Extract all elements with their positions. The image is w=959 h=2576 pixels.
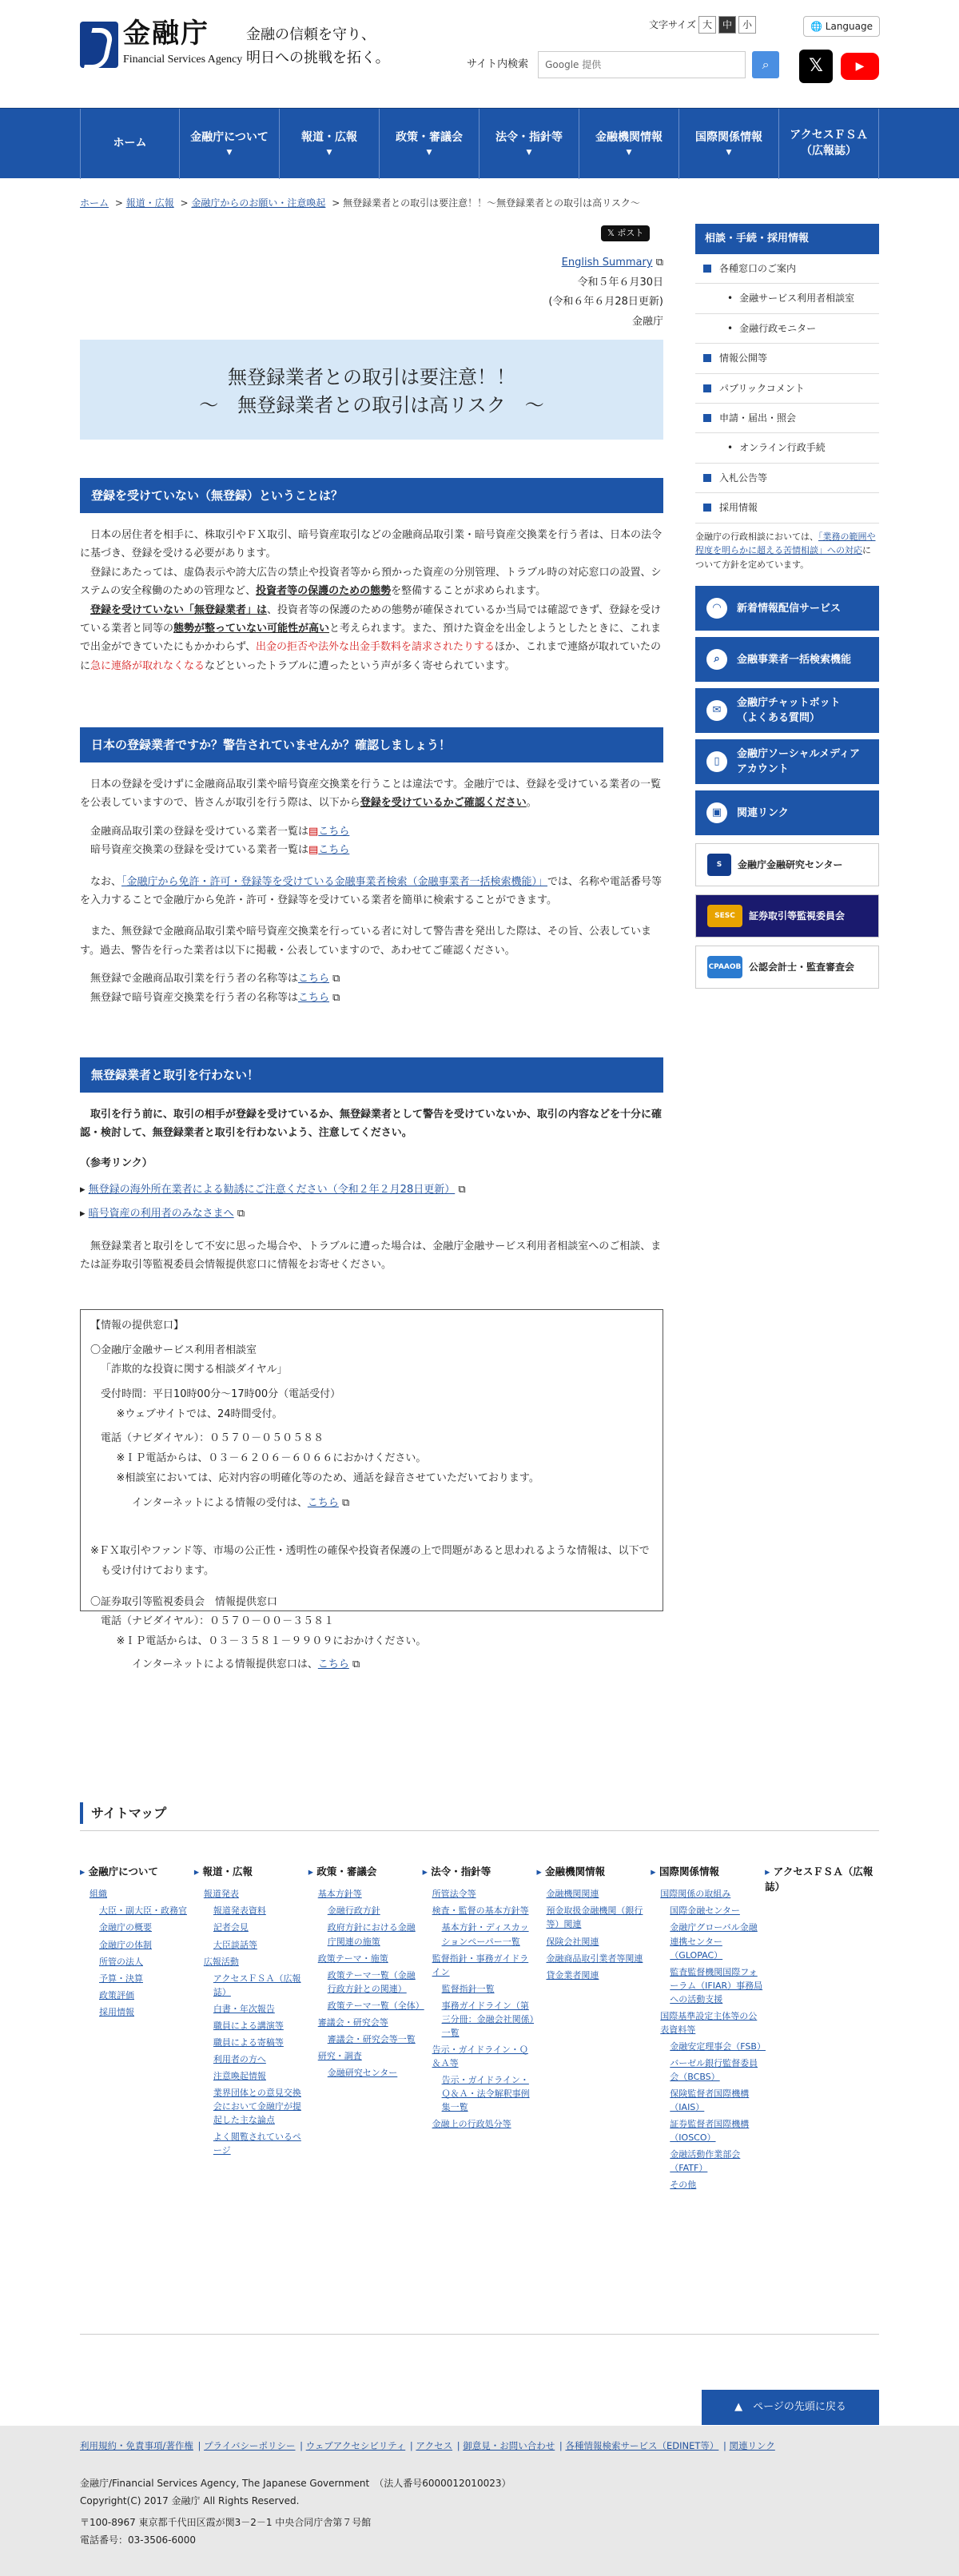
- text: なお、: [90, 875, 122, 888]
- divider: [80, 2334, 879, 2335]
- sitemap-link[interactable]: 所管法令等: [432, 1889, 476, 1900]
- sitemap-link[interactable]: 監査監督機関国際フォーラム（IFIAR）事務局への活動支援: [670, 1966, 763, 2005]
- footer-link[interactable]: 御意見・お問い合わせ: [463, 2440, 555, 2451]
- nav-label: 法令・指針等: [495, 130, 563, 144]
- sitemap-column-title[interactable]: ▸ アクセスＦＳＡ（広報誌）: [765, 1864, 879, 1895]
- search-icon: ⌕: [706, 649, 727, 670]
- sitemap-link[interactable]: 審議会・研究会等: [317, 2017, 388, 2028]
- text: などといったトラブルに遭ったという声が多く寄せられています。: [205, 659, 515, 672]
- sitemap-link[interactable]: 監督指針・事務ガイドライン: [432, 1953, 529, 1977]
- sitemap: [80, 1864, 879, 2195]
- footer-links: 利用規約・免責事項/著作権 | プライバシーポリシー | ウェブアクセシビリティ | アクセス | 御意見・お問い合わせ | 各種情報検索サービス（EDINET等） | 関連リンク: [80, 2440, 775, 2451]
- social-media-button[interactable]: [695, 739, 879, 784]
- sitemap-link[interactable]: 告示・ガイドライン・Ｑ＆Ａ・法令解釈事例集一覧: [441, 2074, 530, 2113]
- x-icon: 𝕏: [607, 228, 615, 238]
- section-check: [80, 775, 663, 1007]
- sesc-online-link[interactable]: こちら: [317, 1658, 349, 1670]
- external-link-icon: ⧉: [352, 1658, 360, 1670]
- external-link-icon: ⧉: [458, 1184, 466, 1196]
- text: ほか、これまで連絡が取れていたのに: [80, 641, 661, 672]
- info-text: ※ＩＰ電話からは、０３－６２０６－６０６６におかけください。: [116, 1452, 427, 1465]
- text: 暗号資産交換業の登録を受けている業者一覧は: [90, 844, 309, 857]
- organization: 金融庁: [631, 316, 663, 328]
- sitemap-link[interactable]: 金融庁グローバル金融連携センター（GLOPAC）: [670, 1922, 758, 1961]
- info-text: 〇証券取引等監視委員会 情報提供窓口: [90, 1595, 278, 1608]
- external-link-icon: ⧉: [332, 973, 340, 985]
- footer-link[interactable]: プライバシーポリシー: [204, 2440, 296, 2451]
- paragraph: [80, 873, 663, 910]
- sidebar-item-disclosure[interactable]: [695, 344, 879, 373]
- chevron-down-icon: ▼: [226, 148, 233, 157]
- globe-icon: 🌐: [810, 21, 822, 32]
- sitemap-link[interactable]: 金融活動作業部会（FATF）: [670, 2149, 741, 2174]
- bullet-icon: [703, 265, 711, 273]
- sitemap-link[interactable]: 白書・年次報告: [213, 2003, 275, 2014]
- font-size-small[interactable]: 小: [738, 16, 756, 34]
- breadcrumb-current: 無登録業者との取引は要注意！！～無登録業者との取引は高リスク～: [343, 197, 640, 209]
- sidebar-label: パブリックコメント: [719, 382, 805, 394]
- paragraph: [80, 563, 663, 601]
- nav-label: 金融庁について: [190, 130, 269, 144]
- sitemap-column-title[interactable]: ▸ 政策・審議会: [308, 1864, 423, 1879]
- reference-item: ▸ 無登録の海外所在業者による勧誘にご注意ください（令和２年２月28日更新） ⧉: [80, 1184, 466, 1196]
- post-label: ポスト: [617, 228, 644, 238]
- info-text: [90, 1655, 653, 1675]
- footer-link[interactable]: 関連リンク: [729, 2440, 775, 2451]
- sidebar-label: • オンライン行政手続: [739, 442, 826, 454]
- sitemap-link[interactable]: 国際金融センター: [670, 1905, 740, 1917]
- sitemap-link[interactable]: 政策テーマ一覧（金融行政方針との関連）: [327, 1969, 416, 1994]
- breadcrumb-alerts[interactable]: 金融庁からのお願い・注意喚起: [191, 197, 326, 209]
- text: 。: [526, 797, 537, 810]
- language-button[interactable]: [803, 16, 880, 37]
- sidebar: [695, 224, 879, 989]
- sitemap-link[interactable]: 国際関係の取組み: [660, 1889, 731, 1900]
- footer-link[interactable]: 利用規約・免責事項/著作権: [80, 2440, 193, 2451]
- sitemap-link[interactable]: 研究・調査: [317, 2050, 362, 2061]
- english-summary-link[interactable]: English Summary: [561, 257, 653, 269]
- language-label: Language: [825, 21, 873, 32]
- sitemap-link[interactable]: 審議会・研究会等一覧: [327, 2033, 416, 2044]
- sidebar-label: 採用情報: [719, 502, 758, 514]
- sitemap-link[interactable]: 所管の法人: [99, 1956, 143, 1967]
- sidebar-item-recruit[interactable]: [695, 493, 879, 523]
- title-line-1: 無登録業者との取引は要注意！！: [228, 366, 515, 388]
- sitemap-column: [536, 1864, 651, 2195]
- sitemap-column: [308, 1864, 423, 2195]
- sitemap-link[interactable]: 金融機関関連: [546, 1889, 599, 1900]
- sitemap-column: [651, 1864, 765, 2195]
- info-text: 電話（ナビダイヤル）：０５７０－０５０５８８: [101, 1432, 324, 1445]
- nav-label: アクセスＦＳＡ （広報誌）: [790, 129, 868, 157]
- search-input[interactable]: [538, 51, 746, 78]
- button-label: 金融庁ソーシャルメディア アカウント: [737, 747, 861, 776]
- business-search-button[interactable]: [695, 637, 879, 682]
- sitemap-link[interactable]: 組織: [90, 1889, 107, 1900]
- footer: [0, 2426, 959, 2576]
- sidebar-item-monitor[interactable]: [695, 314, 879, 344]
- logo-name: 金融庁: [123, 18, 209, 50]
- chevron-down-icon: ▼: [626, 148, 632, 157]
- list-item: [90, 822, 663, 841]
- search-placeholder: Google 提供: [545, 59, 602, 70]
- font-size-label: 文字サイズ: [649, 18, 697, 30]
- unregistered-crypto-link[interactable]: こちら: [298, 991, 330, 1004]
- nav-label: 報道・広報: [301, 130, 357, 144]
- info-text: 電話（ナビダイヤル）：０５７０－００－３５８１: [101, 1615, 335, 1628]
- global-nav: [0, 108, 959, 178]
- info-text: [90, 1494, 653, 1514]
- publish-date: 令和５年６月30日: [577, 276, 663, 289]
- text: 登録にあたっては、虚偽表示や誇大広告の禁止や投資者等から預かった資産の分別管理、トラブル時の対応窓口の設置、システムの安全稼働のための管理など、: [80, 566, 662, 598]
- sidebar-item-public-comment[interactable]: [695, 374, 879, 404]
- complaint-policy-link[interactable]: 「業務の範囲や程度を明らかに超える苦情相談」への対応: [695, 531, 876, 556]
- paragraph: [80, 775, 663, 813]
- list-item: [90, 989, 663, 1007]
- text: 金融商品取引業の登録を受けている業者一覧は: [90, 825, 309, 838]
- sitemap-link[interactable]: 監督指針一覧: [441, 1983, 495, 1994]
- footer-link[interactable]: ウェブアクセシビリティ: [305, 2440, 406, 2451]
- chevron-down-icon: ▼: [526, 148, 532, 157]
- fsa-logo-mark: [80, 22, 118, 68]
- text: インターネットによる情報提供窓口は、: [132, 1658, 318, 1670]
- footer-copyright: Copyright(C) 2017 金融庁 All Rights Reserved.: [80, 2494, 300, 2506]
- nav-policy[interactable]: [380, 109, 480, 179]
- sitemap-link[interactable]: 大臣談話等: [213, 1939, 257, 1950]
- warning-text: 出金の拒否や法外な出金手数料を請求されたりする: [255, 641, 495, 654]
- sitemap-link[interactable]: 注意喚起情報: [213, 2070, 266, 2081]
- sitemap-link[interactable]: 職員による講演等: [213, 2020, 284, 2031]
- page-meta: [548, 253, 663, 332]
- text: 無登録で暗号資産交換業を行う者の名称等は: [90, 991, 299, 1004]
- info-text: ※相談室においては、応対内容の明確化等のため、通話を録音させていただいております。: [116, 1471, 539, 1484]
- sitemap-link[interactable]: 国際基準設定主体等の公表資料等: [660, 2010, 758, 2035]
- site-logo[interactable]: [80, 20, 242, 70]
- x-twitter-icon[interactable]: 𝕏: [799, 50, 833, 83]
- sitemap-column-title[interactable]: ▸ 報道・広報: [194, 1864, 308, 1879]
- search-icon: ⌕: [762, 57, 770, 72]
- sitemap-link[interactable]: 金融商品取引業者等関連: [546, 1953, 643, 1964]
- nav-news[interactable]: [280, 109, 380, 179]
- fsa-logo-icon: S: [707, 854, 731, 876]
- sitemap-link[interactable]: 報道発表: [203, 1889, 239, 1900]
- external-link-icon: ⧉: [655, 257, 663, 269]
- emphasis: 投資者等の保護のための態勢: [256, 585, 392, 598]
- breadcrumb: ホーム > 報道・広報 > 金融庁からのお願い・注意喚起 > 無登録業者との取引は要注意！！～無登録業者との取引は高リスク～: [80, 197, 640, 209]
- button-label: 金融庁チャットボット （よくある質問）: [737, 696, 841, 725]
- sitemap-link[interactable]: 政府方針における金融庁関連の施策: [327, 1922, 416, 1947]
- text: について方針を定めています。: [695, 545, 871, 570]
- banner-label: 証券取引等監視委員会: [749, 910, 846, 922]
- breadcrumb-home[interactable]: ホーム: [80, 197, 109, 209]
- warning-list-links: [80, 969, 663, 1007]
- external-link-icon: ⧉: [342, 1496, 350, 1509]
- sitemap-link[interactable]: 金融庁の体制: [99, 1939, 152, 1950]
- sitemap-link[interactable]: バーゼル銀行監督委員会（BCBS）: [670, 2057, 758, 2082]
- list-item: [90, 969, 663, 988]
- paragraph: [80, 601, 663, 676]
- bullet-icon: [703, 474, 711, 482]
- nav-access-fsa[interactable]: [779, 109, 879, 179]
- footer-tel: 電話番号：03-3506-6000: [80, 2534, 197, 2546]
- sitemap-column-title[interactable]: ▸ 国際関係情報: [651, 1864, 765, 1879]
- crypto-users-link[interactable]: 暗号資産の利用者のみなさまへ: [88, 1207, 234, 1220]
- text: インターネットによる情報の受付は、: [132, 1496, 308, 1509]
- page-title: [80, 340, 663, 440]
- paragraph: また、無登録で金融商品取引業や暗号資産交換業を行っている者に対して警告書を発出した際は、その旨、公表しています。過去、警告を行った業者は以下に掲載・公表していますので、あわせてご確認ください。: [80, 926, 652, 957]
- info-text: 〇金融庁金融サービス利用者相談室: [90, 1344, 257, 1356]
- search-label: サイト内検索: [467, 58, 529, 70]
- nav-home[interactable]: [80, 109, 180, 179]
- section-unregistered: [80, 526, 663, 675]
- nav-label: ホーム: [113, 137, 147, 150]
- overseas-solicitation-link[interactable]: 無登録の海外所在業者による勧誘にご注意ください（令和２年２月28日更新）: [88, 1184, 456, 1196]
- nav-about[interactable]: [180, 109, 280, 179]
- sidebar-label: 入札公告等: [719, 472, 768, 484]
- sitemap-link[interactable]: 金融安定理事会（FSB）: [670, 2040, 766, 2052]
- info-text: ※ウェブサイトでは、24時間受付。: [116, 1407, 283, 1420]
- sitemap-link[interactable]: 預金取扱金融機関（銀行等）関連: [546, 1905, 643, 1930]
- tagline: [246, 24, 390, 70]
- nav-international[interactable]: [679, 109, 779, 179]
- sitemap-link[interactable]: 金融上の行政処分等: [432, 2119, 511, 2130]
- youtube-icon[interactable]: ▶: [841, 53, 879, 80]
- sesc-banner[interactable]: [695, 894, 879, 938]
- sitemap-link[interactable]: 金融研究センター: [327, 2067, 398, 2078]
- sidebar-item-applications[interactable]: [695, 404, 879, 433]
- button-label: 新着情報配信サービス: [737, 602, 842, 615]
- sidebar-item-contact[interactable]: [695, 254, 879, 284]
- section-heading-unregistered: 登録を受けていない（無登録）ということは？: [80, 478, 663, 513]
- wifi-icon: ◠: [706, 598, 727, 619]
- back-to-top-button[interactable]: ▲ ページの先頭に戻る: [702, 2390, 879, 2425]
- sitemap-link[interactable]: 政策テーマ・施策: [317, 1953, 388, 1964]
- info-text: ※ＦＸ取引やファンド等、市場の公正性・透明性の確保や投資者保護の上で問題があると思われるような情報は、以下でも受け付けております。: [90, 1545, 650, 1577]
- font-size-large[interactable]: 大: [698, 16, 716, 34]
- sidebar-label: 情報公開等: [719, 352, 768, 364]
- footer-link[interactable]: 各種情報検索サービス（EDINET等）: [565, 2440, 719, 2451]
- sidebar-item-consult[interactable]: [695, 284, 879, 313]
- sitemap-link[interactable]: 基本方針等: [317, 1889, 362, 1900]
- sitemap-title: サイトマップ: [80, 1802, 166, 1824]
- paragraph: 日本の居住者を相手に、株取引やＦＸ取引、暗号資産取引などの金融商品取引業・暗号資産交換業を行う者は、日本の法令に基づき、登録を受ける必要があります。: [80, 529, 663, 560]
- sidebar-label: 各種窓口のご案内: [719, 263, 797, 274]
- nav-institutions[interactable]: [579, 109, 679, 179]
- info-contact-box: [80, 1309, 663, 1670]
- emphasis: 登録を受けているかご確認ください: [360, 797, 527, 810]
- footer-org: 金融庁/Financial Services Agency, The Japanese Government （法人番号6000012010023）: [80, 2478, 511, 2489]
- sitemap-link[interactable]: 貸金業者関連: [546, 1969, 599, 1981]
- sitemap-link[interactable]: 広報活動: [203, 1956, 239, 1967]
- tagline-line-1: 金融の信頼を守り、: [246, 26, 376, 43]
- update-date: (令和６年６月28日更新): [548, 296, 663, 309]
- nav-label: 国際関係情報: [695, 130, 762, 144]
- sidebar-heading: 相談・手続・採用情報: [695, 224, 879, 254]
- unregistered-fib-link[interactable]: こちら: [298, 973, 330, 985]
- emphasis: 登録を受けていない「無登録業者」は: [90, 603, 268, 616]
- footer-address: 〒100-8967 東京都千代田区霞が関3－2－1 中央合同庁舎第７号館: [80, 2517, 372, 2529]
- button-label: 関連リンク: [737, 806, 789, 819]
- phone-icon: ▯: [706, 751, 727, 772]
- text: 金融庁の行政相談においては、: [695, 531, 818, 542]
- fib-list-link[interactable]: こちら: [318, 825, 350, 838]
- breadcrumb-news[interactable]: 報道・広報: [125, 197, 174, 209]
- footer-link[interactable]: アクセス: [416, 2440, 453, 2451]
- sitemap-link[interactable]: 保険会社関連: [546, 1936, 599, 1947]
- chatbot-button[interactable]: [695, 688, 879, 733]
- bullet-icon: [703, 354, 711, 362]
- logo-english: Financial Services Agency: [123, 54, 243, 66]
- info-text: ※ＩＰ電話からは、０３－３５８１－９９０９におかけください。: [116, 1634, 427, 1647]
- sitemap-link[interactable]: 告示・ガイドライン・Ｑ＆Ａ等: [432, 2044, 528, 2068]
- info-text: 「詐欺的な投資に関する相談ダイヤル」: [101, 1364, 288, 1376]
- text: と考えられます。また、預けた資金を出金しようとしたときに、これまで出金ができていたにもかかわらず、: [80, 622, 661, 654]
- sitemap-link[interactable]: 業界団体との意見交換会において金融庁が提起した主な論点: [213, 2087, 301, 2126]
- bullet-icon: [703, 414, 711, 422]
- tagline-line-2: 明日への挑戦を拓く。: [246, 49, 390, 66]
- sitemap-column: [194, 1864, 308, 2195]
- sitemap-link[interactable]: 金融行政方針: [327, 1905, 380, 1917]
- text: を整備することが求められます。: [391, 585, 547, 598]
- chevron-down-icon: ▼: [726, 148, 732, 157]
- chevron-down-icon: ▼: [326, 148, 332, 157]
- sitemap-link[interactable]: 検査・監督の基本方針等: [432, 1905, 529, 1917]
- sidebar-label: • 金融行政モニター: [739, 322, 817, 334]
- button-label: 金融事業者一括検索機能: [737, 653, 852, 666]
- related-links-button[interactable]: [695, 790, 879, 835]
- link-icon: ▣: [706, 802, 727, 823]
- sitemap-link[interactable]: 政策テーマ一覧（全体）: [327, 2000, 424, 2011]
- nav-label: 政策・審議会: [396, 130, 463, 144]
- cpaaob-banner[interactable]: [695, 946, 879, 989]
- chevron-down-icon: ▼: [426, 148, 432, 157]
- banner-label: 金融庁金融研究センター: [738, 859, 843, 871]
- news-feed-button[interactable]: [695, 586, 879, 631]
- sitemap-link[interactable]: 記者会見: [213, 1922, 249, 1933]
- reference-item: ▸ 暗号資産の利用者のみなさまへ ⧉: [80, 1207, 245, 1220]
- sitemap-column: [80, 1864, 194, 2195]
- font-size-switcher: [649, 16, 756, 34]
- sesc-logo-icon: SESC: [707, 905, 742, 927]
- sitemap-link[interactable]: 大臣・副大臣・政務官: [99, 1905, 187, 1917]
- sitemap-column: [765, 1864, 879, 2195]
- sitemap-column-title[interactable]: ▸ 法令・指針等: [423, 1864, 537, 1879]
- paragraph: 取引を行う前に、取引の相手が登録を受けているか、無登録業者として警告を受けていないか、取引の内容などを十分に確認・検討して、無登録業者と取引を行わないよう、注意してください。: [80, 1109, 663, 1140]
- text: 、投資者等の保護のための態勢が確保されているか当局では確認できず、登録を受けている業者と同等の: [80, 603, 661, 635]
- sitemap-column-title[interactable]: ▸ 金融機関情報: [536, 1864, 651, 1879]
- sitemap-link[interactable]: 事務ガイドライン（第三分冊：金融会社関係）一覧: [441, 2000, 535, 2038]
- title-line-2: ～ 無登録業者との取引は高リスク ～: [199, 393, 544, 416]
- warning-text: 急に連絡が取れなくなる: [90, 659, 205, 672]
- banner-label: 公認会計士・監査審査会: [749, 962, 855, 973]
- sitemap-link[interactable]: 証券監督者国際機構（IOSCO）: [670, 2119, 750, 2144]
- sitemap-link[interactable]: 報道発表資料: [213, 1905, 266, 1917]
- sidebar-label: • 金融サービス利用者相談室: [739, 293, 855, 305]
- crypto-list-link[interactable]: こちら: [318, 844, 350, 857]
- text: では、名称や電話番号等を入力することで金融庁から免許・許可・登録等を受けている業者を簡単に検索することができます。: [80, 875, 663, 906]
- sitemap-link[interactable]: 政策評価: [99, 1989, 134, 2001]
- info-text: 受付時間：平日10時00分～17時00分（電話受付）: [101, 1388, 341, 1401]
- footer-copy: [80, 2475, 511, 2549]
- bullet-icon: [703, 504, 711, 512]
- sitemap-link[interactable]: 基本方針・ディスカッションペーパー一覧: [441, 1922, 529, 1947]
- emphasis: 態勢が整っていない可能性が高い: [173, 622, 330, 635]
- research-center-banner[interactable]: [695, 843, 879, 886]
- site-header: [0, 0, 959, 108]
- post-button[interactable]: [601, 225, 650, 241]
- reference-heading: （参考リンク）: [80, 1157, 153, 1169]
- fsa-online-consult-link[interactable]: こちら: [307, 1496, 339, 1509]
- section-heading-do-not-trade: 無登録業者と取引を行わない！: [80, 1057, 663, 1093]
- registered-list-links: [80, 822, 663, 860]
- sitemap-link[interactable]: 予算・決算: [99, 1973, 143, 1984]
- section-heading-check: 日本の登録業者ですか？警告されていませんか？確認しましょう！: [80, 727, 663, 762]
- nav-label: 金融機関情報: [595, 130, 663, 144]
- sidebar-label: 申請・届出・照会: [719, 412, 797, 424]
- pdf-icon: ▤: [308, 844, 319, 857]
- bullet-icon: [703, 384, 711, 392]
- sitemap-link[interactable]: アクセスＦＳＡ（広報誌）: [213, 1973, 301, 1997]
- divider: [80, 1830, 879, 1831]
- list-item: [90, 841, 663, 859]
- site-search: [467, 51, 779, 78]
- cpaaob-logo-icon: CPAAOB: [707, 956, 742, 978]
- nav-laws[interactable]: [480, 109, 579, 179]
- text: 無登録で金融商品取引業を行う者の名称等は: [90, 973, 299, 985]
- sitemap-link[interactable]: その他: [670, 2180, 697, 2191]
- font-size-medium[interactable]: 中: [718, 16, 736, 34]
- sitemap-link[interactable]: 職員による寄稿等: [213, 2037, 284, 2048]
- sidebar-note: [695, 530, 879, 572]
- sitemap-link[interactable]: 利用者の方へ: [213, 2053, 266, 2064]
- paragraph: 無登録業者と取引をして不安に思った場合や、トラブルに遭った場合は、金融庁金融サービス利用者相談室へのご相談、または証券取引等監視委員会情報提供窓口に情報をお寄せください。: [80, 1240, 662, 1272]
- business-search-link[interactable]: 「金融庁から免許・許可・登録等を受けている金融事業者検索（金融事業者一括検索機能）」: [121, 875, 548, 888]
- sidebar-item-tender[interactable]: [695, 464, 879, 493]
- sidebar-item-online[interactable]: [695, 433, 879, 463]
- external-link-icon: ⧉: [332, 991, 340, 1004]
- chat-icon: ✉: [706, 700, 727, 721]
- text: 日本の登録を受けずに金融商品取引業や暗号資産交換業を行うことは違法です。金融庁では、登録を受けている業者の一覧を公表していますので、皆さんが取引を行う際は、以下から: [80, 778, 661, 810]
- section-do-not-trade: [80, 1105, 663, 1275]
- sitemap-link[interactable]: 採用情報: [99, 2006, 134, 2017]
- pdf-icon: ▤: [308, 825, 319, 838]
- sitemap-column-title[interactable]: ▸ 金融庁について: [80, 1864, 194, 1879]
- sitemap-link[interactable]: 金融庁の概要: [99, 1922, 152, 1933]
- info-title: 【情報の提供窓口】: [90, 1320, 185, 1332]
- sitemap-link[interactable]: 保険監督者国際機構（IAIS）: [670, 2088, 750, 2113]
- external-link-icon: ⧉: [237, 1207, 245, 1220]
- sitemap-link[interactable]: よく閲覧されているページ: [213, 2132, 301, 2156]
- search-button[interactable]: [752, 51, 779, 78]
- sitemap-column: [423, 1864, 537, 2195]
